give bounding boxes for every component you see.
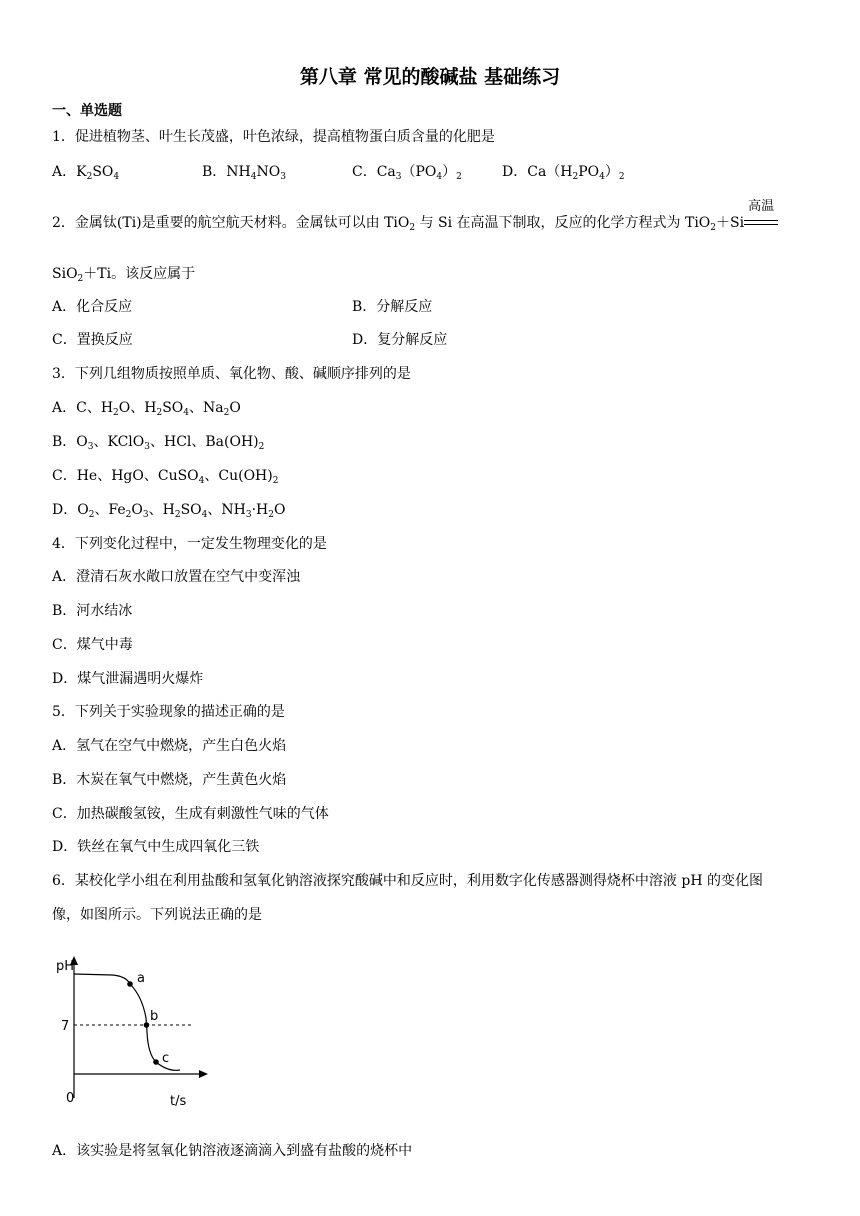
q2-option-b: B．分解反应: [352, 299, 433, 315]
q6-stem-line2: 像，如图所示。下列说法正确的是: [52, 907, 262, 923]
q3-stem: 3．下列几组物质按照单质、氧化物、酸、碱顺序排列的是: [52, 366, 411, 382]
q2-stem: 2．金属钛(Ti)是重要的航空航天材料。金属钛可以由 TiO$_2$ 与 Si 在高温下制取，反应的化学方程式为 TiO$_2$＋Si 高温: [52, 214, 778, 232]
q1-stem: 1．促进植物茎、叶生长茂盛，叶色浓绿，提高植物蛋白质含量的化肥是: [52, 129, 495, 145]
y-tick-label: 7: [61, 1019, 70, 1034]
q1-option-b: B．$NH_4NO_3$: [202, 164, 286, 182]
q4-option-b: B．河水结冰: [52, 603, 133, 619]
point-b-label: b: [150, 1009, 159, 1024]
ph-curve-figure: [52, 950, 222, 1110]
point-a-label: a: [137, 971, 145, 986]
y-axis-label: pH: [56, 959, 75, 974]
q2-stem-continued: SiO$_2$＋Ti。该反应属于: [52, 266, 196, 284]
point-b: [144, 1022, 150, 1028]
q4-option-a: A．澄清石灰水敞口放置在空气中变浑浊: [52, 569, 301, 585]
q3-option-b: B．$O_3$、KClO$_3$、HCl、$Ba(OH)_2$: [52, 434, 265, 452]
q6-stem-line1: 6．某校化学小组在利用盐酸和氢氧化钠溶液探究酸碱中和反应时，利用数字化传感器测得烧杯中溶液 pH 的变化图: [52, 873, 763, 889]
q1-option-a: A．$K_2SO_4$: [52, 164, 120, 182]
q3-option-c: C．He、HgO、CuSO$_4$、$Cu(OH)_2$: [52, 468, 279, 486]
q4-stem: 4．下列变化过程中，一定发生物理变化的是: [52, 536, 327, 552]
q3-option-a: A．C、$H_2O$、$H_2SO_4$、$Na_2O$: [52, 400, 241, 418]
q2-option-c: C．置换反应: [52, 332, 133, 348]
q5-option-d: D．铁丝在氧气中生成四氧化三铁: [52, 839, 260, 855]
q4-option-c: C．煤气中毒: [52, 637, 133, 653]
q2-option-d: D．复分解反应: [352, 332, 448, 348]
point-c-label: c: [162, 1051, 170, 1066]
q2-option-a: A．化合反应: [52, 299, 133, 315]
origin-label: 0: [66, 1091, 75, 1106]
x-axis-label: t/s: [170, 1094, 187, 1109]
q1-option-d: D．$Ca(H_2PO_4)_2$: [502, 164, 625, 182]
point-a: [127, 981, 133, 987]
q1-option-c: C．$Ca_3(PO_4)_2$: [352, 164, 462, 182]
point-c: [153, 1059, 159, 1065]
q5-stem: 5．下列关于实验现象的描述正确的是: [52, 704, 285, 720]
q5-option-a: A．氢气在空气中燃烧，产生白色火焰: [52, 738, 287, 754]
q3-option-d: D．$O_2$、$Fe_2O_3$、$H_2SO_4$、$NH_3\cdot H_2O$: [52, 502, 286, 520]
page-title: 第八章 常见的酸碱盐 基础练习: [299, 66, 561, 88]
q5-option-c: C．加热碳酸氢铵，生成有刺激性气味的气体: [52, 806, 329, 822]
q6-option-a: A．该实验是将氢氧化钠溶液逐滴滴入到盛有盐酸的烧杯中: [52, 1143, 413, 1159]
x-axis-arrow: [199, 1070, 208, 1078]
section-heading: 一、单选题: [52, 103, 122, 119]
q4-option-d: D．煤气泄漏遇明火爆炸: [52, 671, 204, 687]
q5-option-b: B．木炭在氧气中燃烧，产生黄色火焰: [52, 772, 287, 788]
